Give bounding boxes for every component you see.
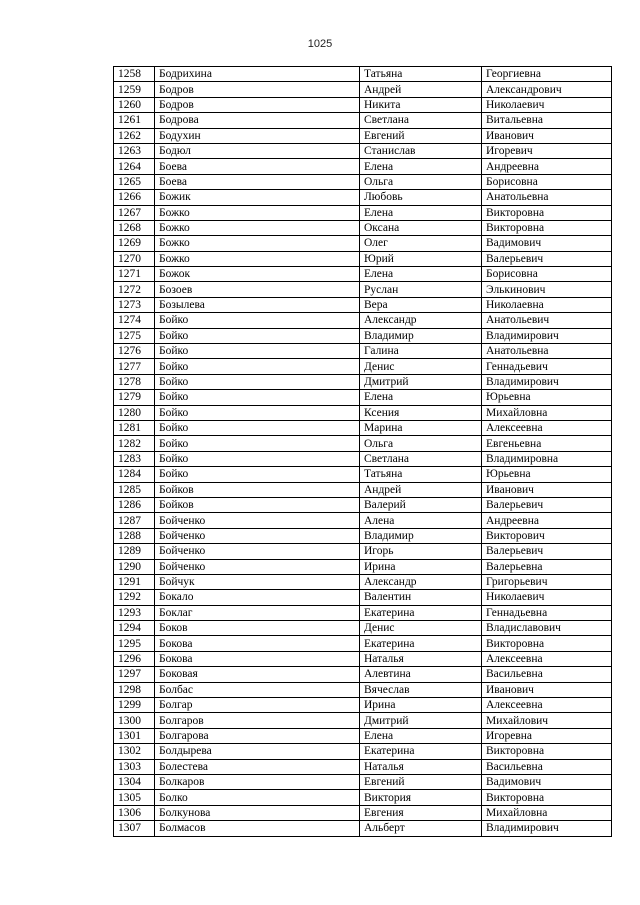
row-number-cell: 1300 [114, 713, 155, 728]
surname-cell: Болкаров [155, 774, 360, 789]
table-row [114, 482, 612, 497]
patronymic-cell: Викторовна [482, 790, 612, 805]
row-number-cell: 1262 [114, 128, 155, 143]
patronymic-cell: Борисовна [482, 267, 612, 282]
patronymic-cell: Александрович [482, 82, 612, 97]
first-name-cell: Виктория [360, 790, 482, 805]
surname-cell: Бодров [155, 82, 360, 97]
patronymic-cell: Вадимович [482, 774, 612, 789]
row-number-cell: 1299 [114, 698, 155, 713]
row-number-cell: 1270 [114, 251, 155, 266]
first-name-cell: Любовь [360, 190, 482, 205]
surname-cell: Бойко [155, 313, 360, 328]
patronymic-cell: Витальевна [482, 113, 612, 128]
surname-cell: Божик [155, 190, 360, 205]
surname-cell: Бойко [155, 420, 360, 435]
table-row [114, 328, 612, 343]
first-name-cell: Александр [360, 313, 482, 328]
surname-cell: Болгар [155, 698, 360, 713]
first-name-cell: Екатерина [360, 744, 482, 759]
first-name-cell: Елена [360, 205, 482, 220]
table-row [114, 174, 612, 189]
patronymic-cell: Валерьевич [482, 497, 612, 512]
row-number-cell: 1296 [114, 651, 155, 666]
row-number-cell: 1264 [114, 159, 155, 174]
table-row [114, 467, 612, 482]
row-number-cell: 1276 [114, 344, 155, 359]
surname-cell: Бойко [155, 359, 360, 374]
surname-cell: Божок [155, 267, 360, 282]
patronymic-cell: Евгеньевна [482, 436, 612, 451]
row-number-cell: 1298 [114, 682, 155, 697]
first-name-cell: Елена [360, 390, 482, 405]
patronymic-cell: Викторовна [482, 744, 612, 759]
row-number-cell: 1306 [114, 805, 155, 820]
first-name-cell: Владимир [360, 528, 482, 543]
table-row [114, 821, 612, 836]
surname-cell: Боева [155, 159, 360, 174]
surname-cell: Болгарова [155, 728, 360, 743]
patronymic-cell: Андреевна [482, 159, 612, 174]
patronymic-cell: Игоревна [482, 728, 612, 743]
patronymic-cell: Юрьевна [482, 390, 612, 405]
table-row [114, 359, 612, 374]
row-number-cell: 1292 [114, 590, 155, 605]
table-row [114, 667, 612, 682]
first-name-cell: Татьяна [360, 67, 482, 82]
patronymic-cell: Николаевич [482, 590, 612, 605]
row-number-cell: 1259 [114, 82, 155, 97]
patronymic-cell: Владимирович [482, 374, 612, 389]
patronymic-cell: Владиславович [482, 621, 612, 636]
row-number-cell: 1267 [114, 205, 155, 220]
table-row [114, 774, 612, 789]
patronymic-cell: Анатольевна [482, 344, 612, 359]
patronymic-cell: Алексеевна [482, 698, 612, 713]
surname-cell: Бойков [155, 482, 360, 497]
patronymic-cell: Валерьевна [482, 559, 612, 574]
surname-cell: Бозоев [155, 282, 360, 297]
row-number-cell: 1273 [114, 297, 155, 312]
table-row [114, 805, 612, 820]
row-number-cell: 1287 [114, 513, 155, 528]
first-name-cell: Ирина [360, 698, 482, 713]
surname-cell: Бойко [155, 390, 360, 405]
patronymic-cell: Вадимович [482, 236, 612, 251]
patronymic-cell: Михайловна [482, 805, 612, 820]
first-name-cell: Евгений [360, 774, 482, 789]
table-row [114, 405, 612, 420]
patronymic-cell: Иванович [482, 682, 612, 697]
surname-cell: Болбас [155, 682, 360, 697]
table-row [114, 528, 612, 543]
table-row [114, 744, 612, 759]
table-row [114, 128, 612, 143]
first-name-cell: Альберт [360, 821, 482, 836]
surname-cell: Бокова [155, 651, 360, 666]
first-name-cell: Татьяна [360, 467, 482, 482]
first-name-cell: Светлана [360, 113, 482, 128]
first-name-cell: Александр [360, 574, 482, 589]
row-number-cell: 1304 [114, 774, 155, 789]
patronymic-cell: Андреевна [482, 513, 612, 528]
patronymic-cell: Алексеевна [482, 420, 612, 435]
patronymic-cell: Михайловна [482, 405, 612, 420]
table-row [114, 374, 612, 389]
patronymic-cell: Юрьевна [482, 467, 612, 482]
patronymic-cell: Викторовна [482, 636, 612, 651]
row-number-cell: 1284 [114, 467, 155, 482]
first-name-cell: Алевтина [360, 667, 482, 682]
patronymic-cell: Георгиевна [482, 67, 612, 82]
patronymic-cell: Борисовна [482, 174, 612, 189]
first-name-cell: Денис [360, 359, 482, 374]
table-row [114, 190, 612, 205]
row-number-cell: 1266 [114, 190, 155, 205]
first-name-cell: Андрей [360, 82, 482, 97]
row-number-cell: 1288 [114, 528, 155, 543]
row-number-cell: 1263 [114, 143, 155, 158]
surname-cell: Бойченко [155, 544, 360, 559]
surname-cell: Боклаг [155, 605, 360, 620]
table-row [114, 621, 612, 636]
table-row [114, 267, 612, 282]
first-name-cell: Ирина [360, 559, 482, 574]
row-number-cell: 1283 [114, 451, 155, 466]
patronymic-cell: Геннадьевна [482, 605, 612, 620]
table-row [114, 82, 612, 97]
table-row [114, 436, 612, 451]
row-number-cell: 1285 [114, 482, 155, 497]
row-number-cell: 1280 [114, 405, 155, 420]
surname-cell: Болкунова [155, 805, 360, 820]
table-row [114, 728, 612, 743]
first-name-cell: Марина [360, 420, 482, 435]
table-row [114, 682, 612, 697]
surname-cell: Бодюл [155, 143, 360, 158]
surname-cell: Божко [155, 236, 360, 251]
first-name-cell: Оксана [360, 220, 482, 235]
first-name-cell: Руслан [360, 282, 482, 297]
row-number-cell: 1260 [114, 97, 155, 112]
table-row [114, 344, 612, 359]
patronymic-cell: Валерьевич [482, 251, 612, 266]
first-name-cell: Владимир [360, 328, 482, 343]
patronymic-cell: Васильевна [482, 759, 612, 774]
first-name-cell: Станислав [360, 143, 482, 158]
table-row [114, 313, 612, 328]
first-name-cell: Алена [360, 513, 482, 528]
row-number-cell: 1269 [114, 236, 155, 251]
first-name-cell: Ксения [360, 405, 482, 420]
patronymic-cell: Иванович [482, 128, 612, 143]
table-row [114, 513, 612, 528]
first-name-cell: Ольга [360, 174, 482, 189]
first-name-cell: Дмитрий [360, 713, 482, 728]
patronymic-cell: Геннадьевич [482, 359, 612, 374]
first-name-cell: Вера [360, 297, 482, 312]
patronymic-cell: Викторович [482, 528, 612, 543]
surname-cell: Бойченко [155, 528, 360, 543]
patronymic-cell: Григорьевич [482, 574, 612, 589]
first-name-cell: Евгений [360, 128, 482, 143]
first-name-cell: Елена [360, 267, 482, 282]
first-name-cell: Светлана [360, 451, 482, 466]
page-number: 1025 [307, 38, 333, 50]
surname-cell: Бойко [155, 451, 360, 466]
surname-cell: Бойко [155, 405, 360, 420]
row-number-cell: 1293 [114, 605, 155, 620]
row-number-cell: 1261 [114, 113, 155, 128]
surname-cell: Бозылева [155, 297, 360, 312]
first-name-cell: Денис [360, 621, 482, 636]
table-row [114, 236, 612, 251]
first-name-cell: Елена [360, 728, 482, 743]
row-number-cell: 1277 [114, 359, 155, 374]
patronymic-cell: Валерьевич [482, 544, 612, 559]
table-row [114, 713, 612, 728]
names-table [113, 66, 612, 837]
table-row [114, 113, 612, 128]
patronymic-cell: Николаевич [482, 97, 612, 112]
first-name-cell: Никита [360, 97, 482, 112]
surname-cell: Бойко [155, 374, 360, 389]
table-row [114, 67, 612, 82]
row-number-cell: 1301 [114, 728, 155, 743]
table-row [114, 497, 612, 512]
table-row [114, 605, 612, 620]
patronymic-cell: Васильевна [482, 667, 612, 682]
first-name-cell: Валентин [360, 590, 482, 605]
surname-cell: Бокало [155, 590, 360, 605]
first-name-cell: Наталья [360, 651, 482, 666]
row-number-cell: 1281 [114, 420, 155, 435]
surname-cell: Болгаров [155, 713, 360, 728]
surname-cell: Болестева [155, 759, 360, 774]
surname-cell: Бодров [155, 97, 360, 112]
patronymic-cell: Михайлович [482, 713, 612, 728]
surname-cell: Бодухин [155, 128, 360, 143]
surname-cell: Бойков [155, 497, 360, 512]
first-name-cell: Валерий [360, 497, 482, 512]
surname-cell: Боковая [155, 667, 360, 682]
row-number-cell: 1297 [114, 667, 155, 682]
row-number-cell: 1291 [114, 574, 155, 589]
row-number-cell: 1265 [114, 174, 155, 189]
patronymic-cell: Элькинович [482, 282, 612, 297]
row-number-cell: 1290 [114, 559, 155, 574]
row-number-cell: 1295 [114, 636, 155, 651]
table-row [114, 390, 612, 405]
surname-cell: Бойко [155, 344, 360, 359]
table-row [114, 544, 612, 559]
table-row [114, 698, 612, 713]
patronymic-cell: Викторовна [482, 205, 612, 220]
first-name-cell: Елена [360, 159, 482, 174]
surname-cell: Боков [155, 621, 360, 636]
surname-cell: Боева [155, 174, 360, 189]
patronymic-cell: Николаевна [482, 297, 612, 312]
table-row [114, 790, 612, 805]
table-row [114, 636, 612, 651]
row-number-cell: 1294 [114, 621, 155, 636]
row-number-cell: 1307 [114, 821, 155, 836]
first-name-cell: Евгения [360, 805, 482, 820]
surname-cell: Бойко [155, 436, 360, 451]
patronymic-cell: Владимирович [482, 328, 612, 343]
surname-cell: Бойченко [155, 513, 360, 528]
surname-cell: Бойченко [155, 559, 360, 574]
patronymic-cell: Владимирович [482, 821, 612, 836]
first-name-cell: Юрий [360, 251, 482, 266]
table-row [114, 220, 612, 235]
row-number-cell: 1272 [114, 282, 155, 297]
patronymic-cell: Владимировна [482, 451, 612, 466]
table-row [114, 590, 612, 605]
patronymic-cell: Анатольевич [482, 313, 612, 328]
first-name-cell: Олег [360, 236, 482, 251]
surname-cell: Божко [155, 205, 360, 220]
patronymic-cell: Викторовна [482, 220, 612, 235]
surname-cell: Бокова [155, 636, 360, 651]
table-row [114, 559, 612, 574]
table-row [114, 159, 612, 174]
patronymic-cell: Иванович [482, 482, 612, 497]
surname-cell: Бодрова [155, 113, 360, 128]
table-body [114, 67, 612, 837]
surname-cell: Болко [155, 790, 360, 805]
surname-cell: Болдырева [155, 744, 360, 759]
row-number-cell: 1286 [114, 497, 155, 512]
patronymic-cell: Игоревич [482, 143, 612, 158]
table-row [114, 297, 612, 312]
table-row [114, 420, 612, 435]
surname-cell: Бойко [155, 467, 360, 482]
row-number-cell: 1274 [114, 313, 155, 328]
table-row [114, 97, 612, 112]
first-name-cell: Наталья [360, 759, 482, 774]
table-row [114, 451, 612, 466]
row-number-cell: 1268 [114, 220, 155, 235]
table-row [114, 282, 612, 297]
first-name-cell: Ольга [360, 436, 482, 451]
row-number-cell: 1278 [114, 374, 155, 389]
row-number-cell: 1271 [114, 267, 155, 282]
row-number-cell: 1302 [114, 744, 155, 759]
row-number-cell: 1305 [114, 790, 155, 805]
table-row [114, 251, 612, 266]
surname-cell: Божко [155, 251, 360, 266]
row-number-cell: 1275 [114, 328, 155, 343]
first-name-cell: Андрей [360, 482, 482, 497]
first-name-cell: Екатерина [360, 605, 482, 620]
first-name-cell: Вячеслав [360, 682, 482, 697]
table-row [114, 759, 612, 774]
table-row [114, 651, 612, 666]
surname-cell: Бодрихина [155, 67, 360, 82]
table-row [114, 574, 612, 589]
first-name-cell: Галина [360, 344, 482, 359]
row-number-cell: 1303 [114, 759, 155, 774]
surname-cell: Бойко [155, 328, 360, 343]
surname-cell: Болмасов [155, 821, 360, 836]
row-number-cell: 1258 [114, 67, 155, 82]
surname-cell: Бойчук [155, 574, 360, 589]
patronymic-cell: Алексеевна [482, 651, 612, 666]
patronymic-cell: Анатольевна [482, 190, 612, 205]
table-row [114, 143, 612, 158]
first-name-cell: Екатерина [360, 636, 482, 651]
first-name-cell: Игорь [360, 544, 482, 559]
row-number-cell: 1282 [114, 436, 155, 451]
first-name-cell: Дмитрий [360, 374, 482, 389]
row-number-cell: 1279 [114, 390, 155, 405]
surname-cell: Божко [155, 220, 360, 235]
row-number-cell: 1289 [114, 544, 155, 559]
table-row [114, 205, 612, 220]
